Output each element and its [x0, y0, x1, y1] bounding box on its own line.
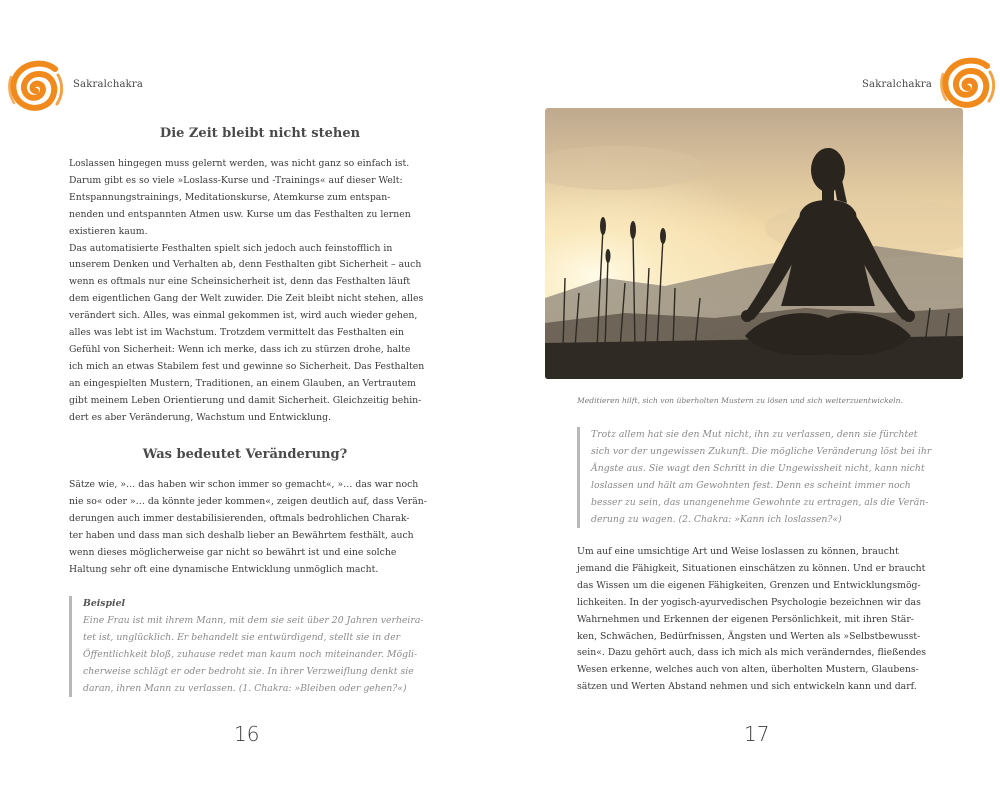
text-line: wenn dieses möglicherweise gar nicht so bewährt ist und eine solche [69, 546, 397, 558]
text-line: Ängste aus. Sie wagt den Schritt in die Ungewissheit nicht, kann nicht [591, 462, 925, 474]
text-line: daran, ihren Mann zu verlassen. (1. Chakra: »Bleiben oder gehen?«) [83, 682, 407, 694]
text-line: alles was lebt ist im Wachstum. Trotzdem vermittelt das Festhalten ein [69, 327, 404, 339]
text-line: ich mich an etwas Stabilem fest und gewinne so Sicherheit. Das Festhalten [69, 360, 425, 372]
text-line: Sätze wie, »… das haben wir schon immer so gemacht«, »… das war noch [69, 479, 419, 490]
text-line: Entspannungstrainings, Meditationskurse, Atemkurse zum entspan- [69, 191, 391, 203]
text-line: wenn es oftmals nur eine Scheinsicherheit ist, denn das Festhalten läuft [69, 276, 411, 288]
text-line: dem eigentlichen Gang der Welt zuwider. Die Zeit bleibt nicht stehen, alles [69, 293, 424, 305]
section-2-body [69, 477, 429, 578]
right-body [577, 544, 937, 696]
photo-caption: Meditieren hilft, sich von überholten Mustern zu lösen und sich weiterzuentwickeln. [577, 396, 903, 405]
page-number: 17 [744, 722, 770, 746]
text-line: Wesen erkenne, welches auch von alten, überholten Mustern, Glaubens- [577, 664, 919, 676]
text-line: verändert sich. Alles, was einmal gekommen ist, wird auch wieder gehen, [69, 310, 418, 322]
text-line: Eine Frau ist mit ihrem Mann, mit dem sie seit über 20 Jahren verheira- [83, 614, 424, 626]
text-line: cherweise schlägt er oder bedroht sie. In ihrer Verzweiflung denkt sie [83, 665, 414, 677]
section-title-2: Was bedeutet Veränderung? [142, 447, 348, 462]
text-line: Trotz allem hat sie den Mut nicht, ihn zu verlassen, denn sie fürchtet [591, 429, 918, 440]
text-line: Gefühl von Sicherheit: Wenn ich merke, dass ich zu stürzen drohe, halte [69, 343, 411, 355]
text-line: ken, Schwächen, Bedürfnissen, Ängsten und Werten als »Selbstbewusst- [577, 630, 921, 642]
text-line: unserem Denken und Verhalten ab, denn Festhalten gibt Sicherheit – auch [69, 259, 422, 271]
text-line: derung zu wagen. (2. Chakra: »Kann ich loslassen?«) [591, 513, 842, 525]
text-line: lichkeiten. In der yogisch-ayurvedischen Psychologie bezeichnen wir das [577, 596, 921, 608]
section-title-1: Die Zeit bleibt nicht stehen [159, 126, 361, 141]
section-1-body [69, 156, 429, 427]
text-line: Das automatisierte Festhalten spielt sich jedoch auch feinstofflich in [69, 242, 393, 254]
example-label: Beispiel [83, 598, 126, 609]
text-line: derungen auch immer destabilisierenden, oftmals bedrohlichen Charak- [69, 512, 410, 524]
running-header: Sakralchakra [862, 79, 933, 90]
example-box [69, 596, 428, 697]
page-number: 16 [234, 722, 260, 746]
spiral-logo-icon [2, 55, 70, 123]
text-line: jemand die Fähigkeit, Situationen einschätzen zu können. Und er braucht [577, 562, 926, 574]
text-line: sein«. Dazu gehört auch, dass ich mich als mich veränderndes, fließendes [577, 647, 927, 659]
text-line: Loslassen hingegen muss gelernt werden, was nicht ganz so einfach ist. [69, 158, 410, 169]
text-line: an eingespielten Mustern, Traditionen, an einem Glauben, an Vertrautem [69, 377, 416, 389]
text-line: sätzen und Werten Abstand nehmen und sich entwickeln kann und darf. [577, 681, 917, 693]
quote-box [577, 427, 936, 528]
text-line: Öffentlichkeit bloß, zuhause redet man kaum noch miteinander. Mögli- [83, 648, 418, 660]
text-line: gibt meinem Leben Orientierung und damit Sicherheit. Gleichzeitig behin- [69, 394, 422, 406]
text-line: loslassen und hält am Gewohnten fest. Denn es scheint immer noch [591, 479, 911, 491]
text-line: nie so« oder »… da könnte jeder kommen«, zeigen deutlich auf, dass Verän- [69, 495, 427, 507]
text-line: existieren kaum. [69, 225, 148, 237]
text-line: Um auf eine umsichtige Art und Weise loslassen zu können, braucht [577, 546, 899, 557]
running-header: Sakralchakra [73, 79, 144, 90]
text-line: dert es aber Veränderung, Wachstum und Entwicklung. [69, 411, 332, 423]
text-line: sich vor der ungewissen Zukunft. Die mögliche Veränderung löst bei ihr [591, 445, 932, 457]
text-line: tet ist, unglücklich. Er behandelt sie entwürdigend, stellt sie in der [83, 631, 401, 643]
text-line: nenden und entspannten Atmen usw. Kurse um das Festhalten zu lernen [69, 208, 411, 220]
text-line: Haltung sehr oft eine dynamische Entwicklung unmöglich macht. [69, 563, 379, 575]
example-text [83, 613, 428, 698]
text-line: besser zu sein, das unangenehme Gewohnte zu ertragen, als die Verän- [591, 496, 929, 508]
right-page [500, 0, 1000, 800]
quote-text [591, 427, 936, 528]
text-line: ter haben und dass man sich deshalb lieber an Bewährtem festhält, auch [69, 529, 414, 541]
text-line: Wahrnehmen und Erkennen der eigenen Persönlichkeit, mit ihren Stär- [577, 613, 914, 625]
meditation-photo [545, 108, 963, 379]
text-line: das Wissen um die eigenen Fähigkeiten, Grenzen und Entwicklungsmög- [577, 579, 921, 591]
text-line: Darum gibt es so viele »Loslass-Kurse und -Trainings« auf dieser Welt: [69, 174, 403, 186]
